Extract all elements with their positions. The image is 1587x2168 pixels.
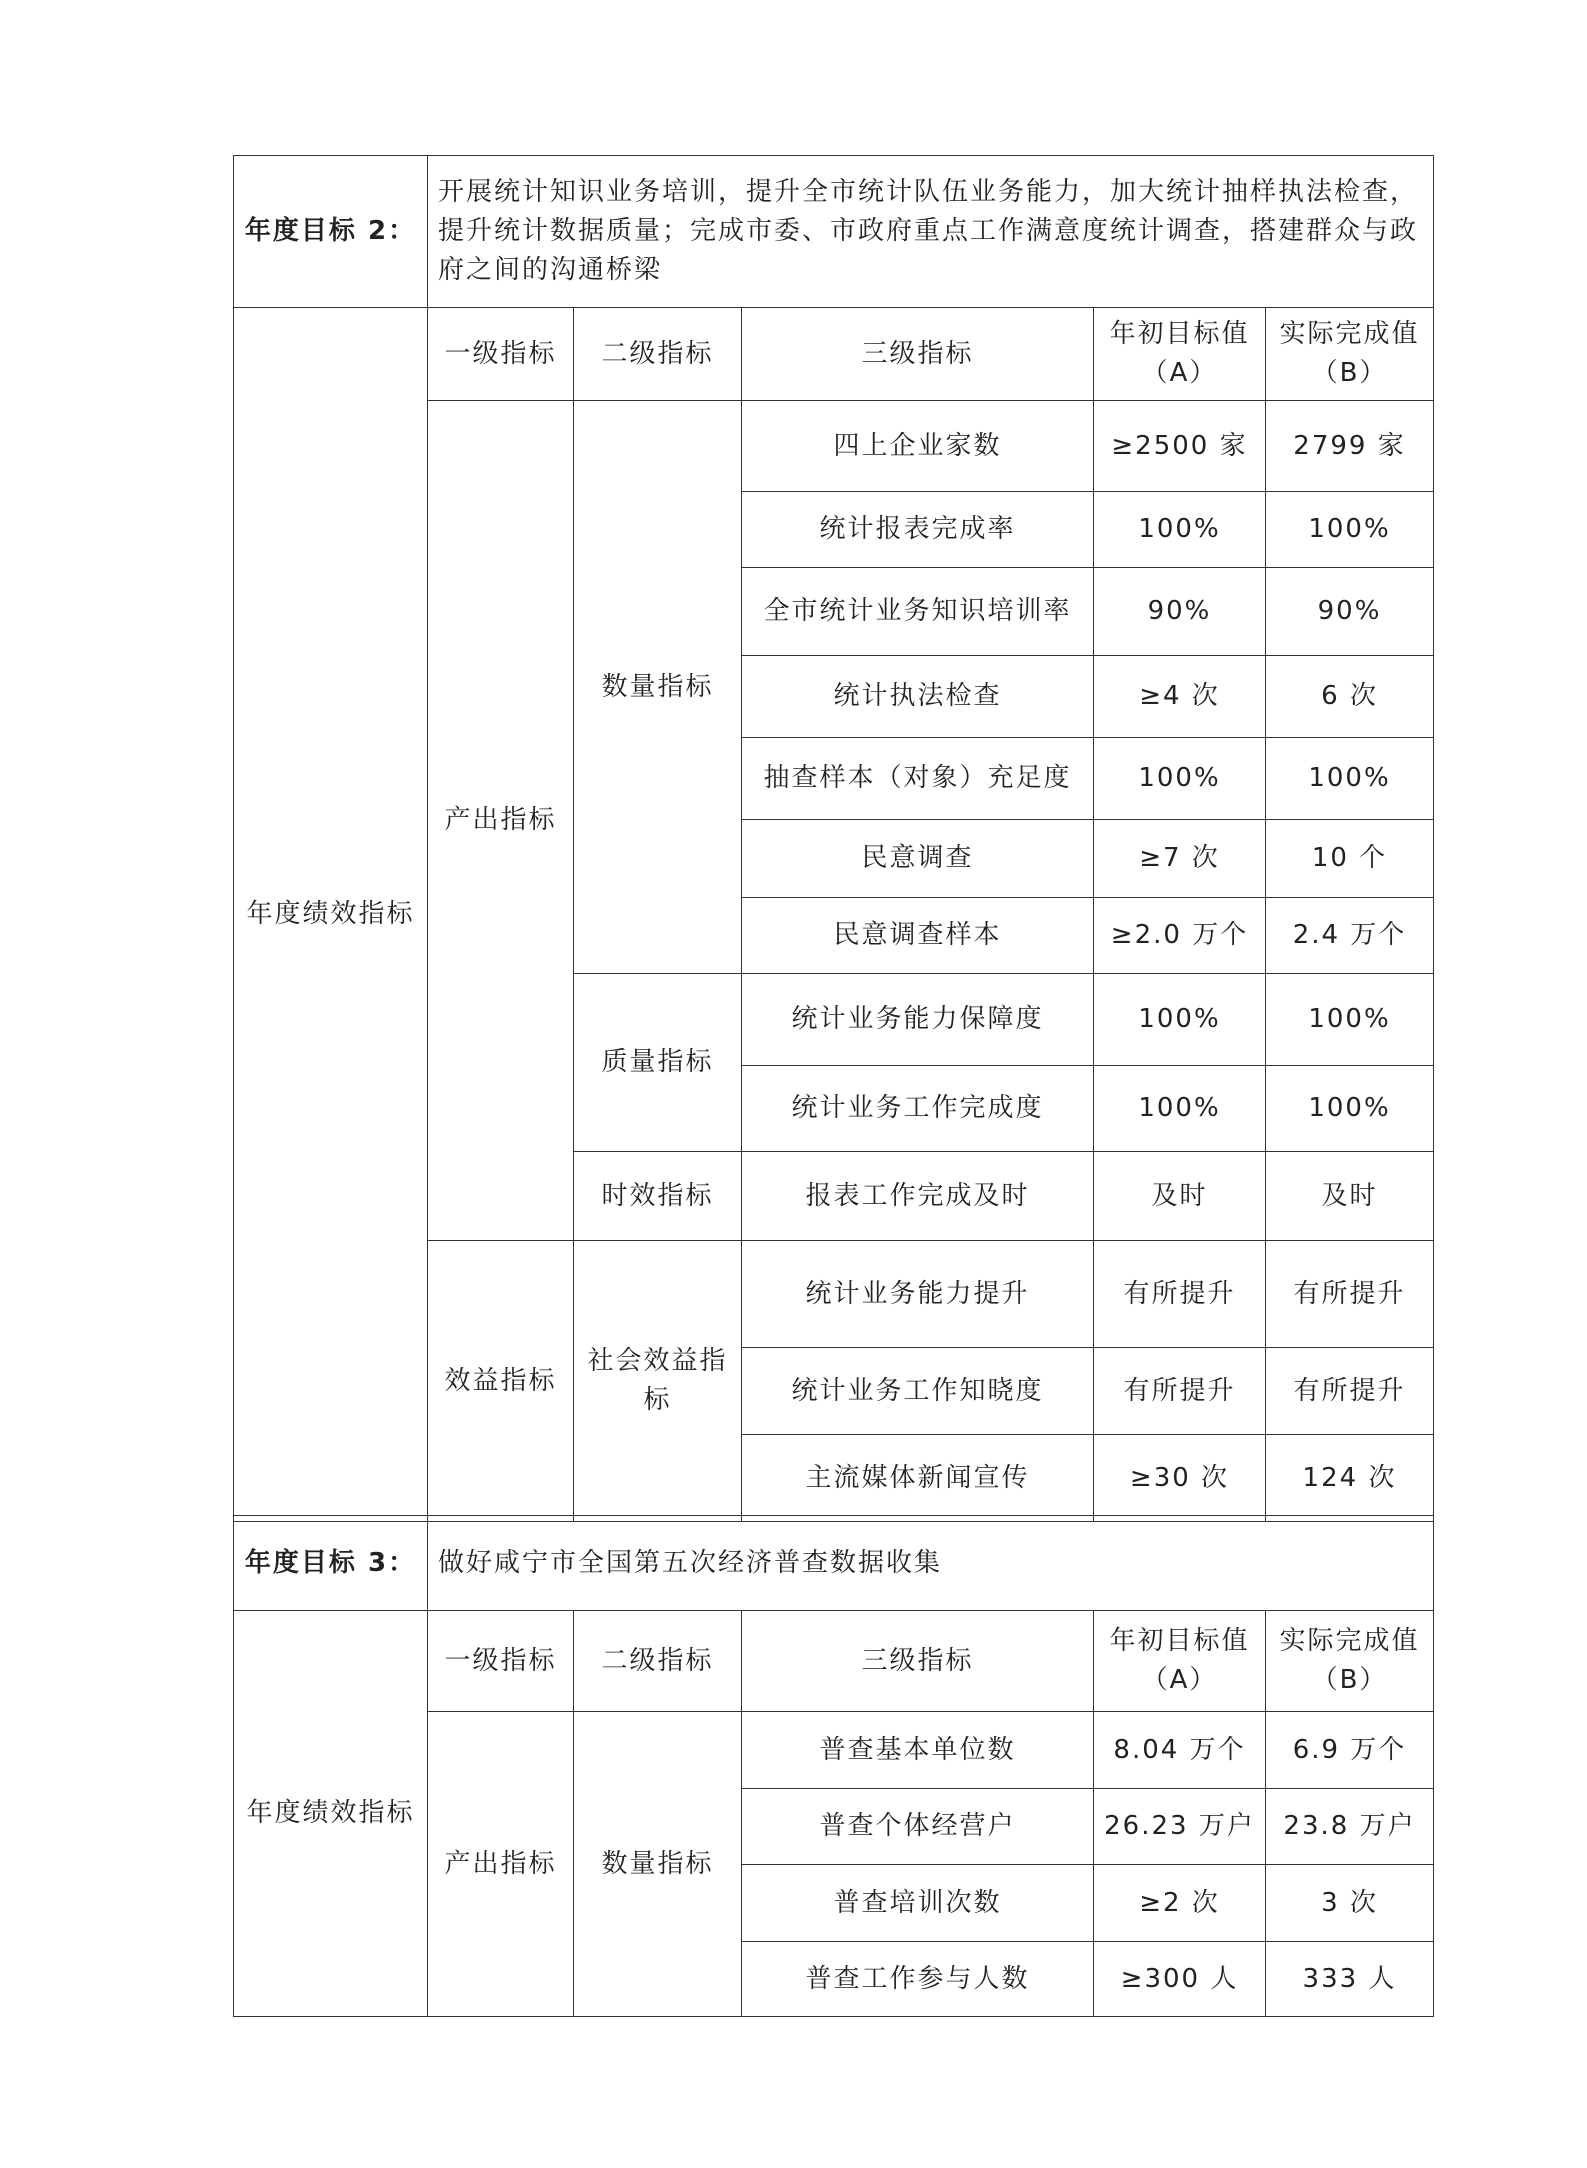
indicator-name: 全市统计业务知识培训率 (742, 568, 1094, 656)
indicator-actual: 6 次 (1266, 656, 1434, 738)
indicator-target: ≥2.0 万个 (1094, 898, 1266, 974)
group-label: 产出指标 (428, 1712, 574, 2017)
group-label: 产出指标 (428, 401, 574, 1241)
indicator-target: 26.23 万户 (1094, 1789, 1266, 1865)
indicator-actual: 及时 (1266, 1152, 1434, 1241)
header-target: 年初目标值（A） (1094, 308, 1266, 401)
indicator-name: 统计执法检查 (742, 656, 1094, 738)
indicator-target: 及时 (1094, 1152, 1266, 1241)
indicator-target: 100% (1094, 738, 1266, 820)
indicator-actual: 100% (1266, 974, 1434, 1066)
indicator-name: 统计业务工作知晓度 (742, 1348, 1094, 1435)
indicator-actual: 10 个 (1266, 820, 1434, 898)
indicator-name: 民意调查样本 (742, 898, 1094, 974)
indicator-name: 抽查样本（对象）充足度 (742, 738, 1094, 820)
indicator-name: 统计业务能力保障度 (742, 974, 1094, 1066)
goal2-table (233, 155, 1434, 1522)
header-level3: 三级指标 (742, 1611, 1094, 1712)
header-level3: 三级指标 (742, 308, 1094, 401)
header-actual: 实际完成值（B） (1266, 308, 1434, 401)
indicator-name: 普查个体经营户 (742, 1789, 1094, 1865)
indicator-target: 90% (1094, 568, 1266, 656)
indicator-name: 统计业务能力提升 (742, 1241, 1094, 1348)
indicator-name: 普查基本单位数 (742, 1712, 1094, 1789)
indicator-name: 民意调查 (742, 820, 1094, 898)
header-level1: 一级指标 (428, 308, 574, 401)
goal-text: 做好咸宁市全国第五次经济普查数据收集 (428, 1516, 1434, 1611)
indicator-target: 有所提升 (1094, 1348, 1266, 1435)
indicator-actual: 90% (1266, 568, 1434, 656)
indicator-actual: 有所提升 (1266, 1348, 1434, 1435)
indicator-actual: 3 次 (1266, 1865, 1434, 1942)
indicator-actual: 2799 家 (1266, 401, 1434, 492)
indicator-target: ≥30 次 (1094, 1435, 1266, 1522)
subgroup-label: 时效指标 (574, 1152, 742, 1241)
subgroup-label: 社会效益指标 (574, 1241, 742, 1522)
indicator-actual: 2.4 万个 (1266, 898, 1434, 974)
indicator-target: 100% (1094, 492, 1266, 568)
header-level2: 二级指标 (574, 1611, 742, 1712)
indicator-actual: 333 人 (1266, 1942, 1434, 2017)
indicator-name: 统计报表完成率 (742, 492, 1094, 568)
goal-label: 年度目标 3： (234, 1516, 428, 1611)
indicator-target: ≥7 次 (1094, 820, 1266, 898)
goal3-table (233, 1515, 1434, 2017)
goal-text: 开展统计知识业务培训，提升全市统计队伍业务能力，加大统计抽样执法检查，提升统计数据质量；完成市委、市政府重点工作满意度统计调查，搭建群众与政府之间的沟通桥梁 (428, 156, 1434, 308)
subgroup-label: 数量指标 (574, 401, 742, 974)
subgroup-label: 数量指标 (574, 1712, 742, 2017)
indicator-target: ≥300 人 (1094, 1942, 1266, 2017)
indicator-target: ≥2500 家 (1094, 401, 1266, 492)
indicator-target: 有所提升 (1094, 1241, 1266, 1348)
indicator-actual: 6.9 万个 (1266, 1712, 1434, 1789)
indicator-actual: 100% (1266, 738, 1434, 820)
indicator-actual: 23.8 万户 (1266, 1789, 1434, 1865)
indicator-target: 8.04 万个 (1094, 1712, 1266, 1789)
header-level2: 二级指标 (574, 308, 742, 401)
indicator-name: 主流媒体新闻宣传 (742, 1435, 1094, 1522)
section-label: 年度绩效指标 (234, 308, 428, 1522)
header-actual: 实际完成值（B） (1266, 1611, 1434, 1712)
subgroup-label: 质量指标 (574, 974, 742, 1152)
indicator-target: ≥2 次 (1094, 1865, 1266, 1942)
section-label: 年度绩效指标 (234, 1611, 428, 2017)
header-target: 年初目标值（A） (1094, 1611, 1266, 1712)
indicator-name: 普查培训次数 (742, 1865, 1094, 1942)
indicator-target: 100% (1094, 974, 1266, 1066)
indicator-actual: 100% (1266, 492, 1434, 568)
indicator-target: ≥4 次 (1094, 656, 1266, 738)
indicator-target: 100% (1094, 1066, 1266, 1152)
goal-label: 年度目标 2： (234, 156, 428, 308)
indicator-actual: 有所提升 (1266, 1241, 1434, 1348)
indicator-name: 普查工作参与人数 (742, 1942, 1094, 2017)
indicator-name: 报表工作完成及时 (742, 1152, 1094, 1241)
indicator-actual: 124 次 (1266, 1435, 1434, 1522)
header-level1: 一级指标 (428, 1611, 574, 1712)
group-label: 效益指标 (428, 1241, 574, 1522)
indicator-name: 统计业务工作完成度 (742, 1066, 1094, 1152)
indicator-actual: 100% (1266, 1066, 1434, 1152)
indicator-name: 四上企业家数 (742, 401, 1094, 492)
